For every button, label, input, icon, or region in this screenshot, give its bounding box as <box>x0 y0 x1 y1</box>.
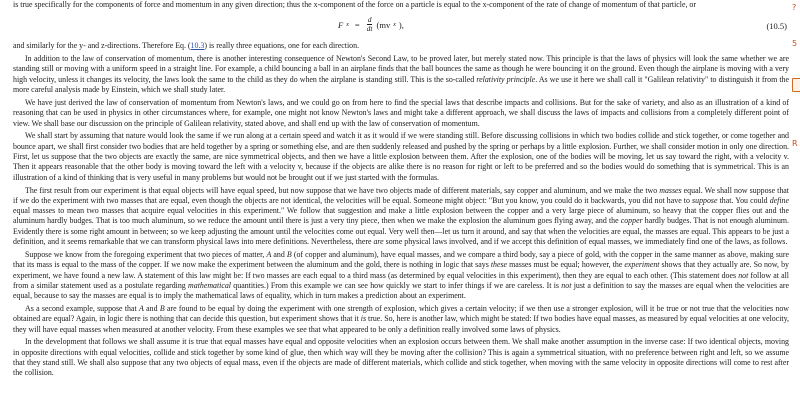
margin-rail <box>792 0 800 420</box>
margin-marker-bottom[interactable]: R <box>792 139 798 148</box>
paragraph-second-example: As a second example, suppose that A and B are found to be equal by doing the experiment with one strength of explosion, which gives a certain velocity; if we then use a stronger explosion, will it be true or not true that the velocities now obtained are equal? Again, in logic there is nothing that can decide this question, but experiment shows that it is true. So, here is another law, which might be stated: If two bodies have equal masses, as measured by equal velocities at one velocity, they will have equal masses when measured at another velocity. From these examples we see that what appeared to be only a definition really involved some laws of physics. <box>13 303 790 334</box>
equation-10-5 <box>13 12 789 40</box>
margin-note-box[interactable] <box>792 78 800 92</box>
text-column <box>13 0 789 379</box>
margin-marker-middle[interactable]: 5 <box>792 39 798 48</box>
paragraph-equal-masses: The first result from our experiment is that equal objects will have equal speed, but now suppose that we have two objects made of different materials, say copper and aluminum, and we make the two masses equal. We shall now suppose that if we do the experiment with two masses that are equal, even though the objects are not identical, the velocities will be equal. Someone might object: "But you know, you could do it backwards, you did not have to suppose that. You could define equal masses to mean two masses that acquire equal velocities in this experiment." We follow that suggestion and make a little explosion between the copper and a very large piece of aluminum, so heavy that the copper flies out and the aluminum hardly budges. That is too much aluminum, so we reduce the amount until there is just a very tiny piece, then when we make the explosion the aluminum goes flying away, and the copper hardly budges. That is not enough aluminum. Evidently there is some right amount in between; so we keep adjusting the amount until the velocities come out equal. Very well then—let us turn it around, and say that when the velocities are equal, the masses are equal. This appears to be just a definition, and it seems remarkable that we can transform physical laws into mere definitions. Nevertheless, there are some physical laws involved, and if we accept this definition of equal masses, we immediately find one of the laws, as follows. <box>13 185 789 247</box>
paragraph-assumptions: In the development that follows we shall assume it is true that equal masses have equal and opposite velocities when an explosion occurs between them. We shall make another assumption in the inverse case: If two identical objects, moving in opposite directions with equal velocities, collide and stick together by some kind of glue, then which way will they be moving after the collision? This is again a symmetrical situation, with no preference between right and left, so we assume that they stand still. We shall also suppose that any two objects of equal mass, even if the objects are made of different materials, which collide and stick together, when moving with the same velocity in opposite directions will come to rest after the collision. <box>13 337 789 378</box>
equation-number: (10.5) <box>766 21 787 32</box>
paragraph-explosion: We shall start by assuming that nature would look the same if we run along at a certain speed and watch it as it would if we were standing still. Before discussing collisions in which two bodies collide and stick together, or come together and bounce apart, we shall first consider two bodies that are held together by a spring or something else, and are then suddenly released and pushed by the spring or perhaps by a little explosion. Further, we shall consider motion in only one direction. First, let us suppose that the two objects are exactly the same, are nice symmetrical objects, and then we have a little explosion between them. After the explosion, one of the bodies will be moving, let us say toward the right, with a velocity v. Then it appears reasonable that the other body is moving toward the left with a velocity v, because if the objects are alike there is no reason for right or left to be preferred and so the bodies would do something that is symmetrical. This is an illustration of a kind of thinking that is very useful in many problems but would not be brought out if we just started with the formulas. <box>13 131 789 182</box>
paragraph-third-body: Suppose we know from the foregoing experiment that two pieces of matter, A and B (of copper and aluminum), have equal masses, and we compare a third body, say a piece of gold, with the copper in the same manner as above, making sure that its mass is equal to the mass of the copper. If we now make the experiment between the aluminum and the gold, there is nothing in logic that says these masses must be equal; however, the experiment shows that they actually are. So now, by experiment, we have found a new law. A statement of this law might be: If two masses are each equal to a third mass (as determined by equal velocities in this experiment), then they are equal to each other. (This statement does not follow at all from a similar statement used as a postulate regarding mathematical quantities.) From this example we can see how quickly we start to infer things if we are careless. It is not just a definition to say the masses are equal when the velocities are equal, because to say the masses are equal is to imply the mathematical laws of equality, which in turn makes a prediction about an experiment. <box>13 249 789 301</box>
paragraph-intro: is true specifically for the components of force and momentum in any given direction; thus the x-component of the force on a particle is equal to the x-component of the rate of change of momentum of that particle, or <box>13 0 696 9</box>
paragraph-collisions-intro: We have just derived the law of conservation of momentum from Newton's laws, and we could go on from here to find the special laws that describe impacts and collisions. But for the sake of variety, and also as an illustration of a kind of reasoning that can be used in physics in other circumstances where, for example, one might not know Newton's laws and might take a different approach, we shall discuss the laws of impacts and collisions from a completely different point of view. We shall base our discussion on the principle of Galilean relativity, stated above, and shall end up with the law of conservation of momentum. <box>13 97 789 128</box>
derivative-fraction: $\frac{d}{dt}$ <box>366 15 373 34</box>
paragraph-relativity: In addition to the law of conservation of momentum, there is another interesting consequence of Newton's Second Law, to be proved later, but merely stated now. This principle is that the laws of physics will look the same whether we are standing still or moving with a uniform speed in a straight line. For example, a child bouncing a ball in an airplane finds that the ball bounces the same as though he were bouncing it on the ground. Even though the airplane is moving with a very high velocity, unless it changes its velocity, the laws look the same to the child as they do when the airplane is standing still. This is the so-called relativity principle. As we use it here we shall call it "Galilean relativity" to distinguish it from the more careful analysis made by Einstein, which we shall study later. <box>13 54 790 95</box>
equation-reference-link[interactable]: 10.3 <box>190 41 205 51</box>
margin-marker-top[interactable]: ? <box>792 3 797 12</box>
equation-body: F x = $\frac{d}{dt}$ (mv x ), <box>338 15 404 34</box>
paragraph-three-equations: and similarly for the y- and z-directions. Therefore Eq. (10.3) is really three equations, one for each direction. <box>13 41 360 51</box>
